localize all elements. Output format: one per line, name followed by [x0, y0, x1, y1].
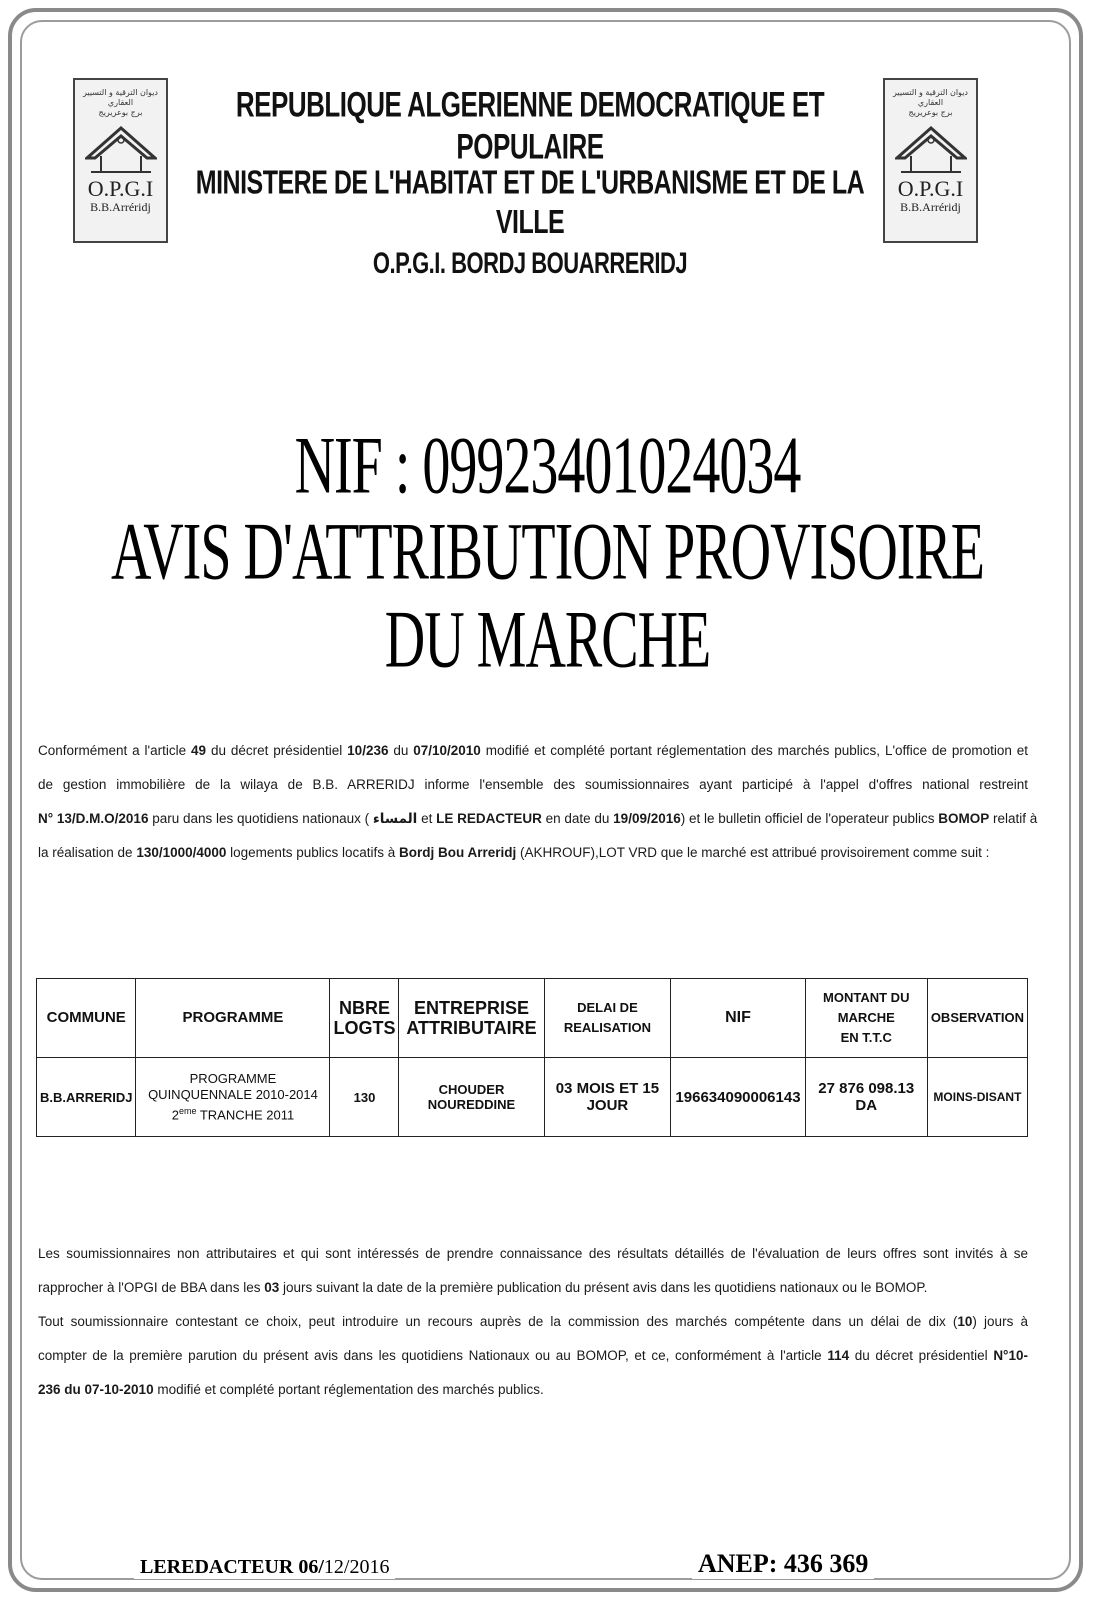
cell-observation: MOINS-DISANT — [927, 1058, 1027, 1137]
opgi-logo-right — [883, 78, 978, 243]
house-icon — [85, 124, 157, 176]
col-header-programme: PROGRAMME — [136, 979, 330, 1058]
closing-paragraph — [38, 1237, 1028, 1407]
title-marche: DU MARCHE — [384, 595, 711, 686]
logo-opgi-text: O.P.G.I — [87, 176, 154, 201]
logo-arabic-text — [75, 80, 166, 118]
logo-arabic-line2: برج بوعريريج — [908, 108, 953, 117]
intro-line-2: de gestion immobilière de la wilaya de B.B. ARRERIDJ informe l'ensemble des soumissionnaires ayant participé à l'appel d'offres national restreint — [38, 777, 1028, 792]
footer-anep: ANEP: 436 369 — [692, 1549, 874, 1579]
intro-line-3: N° 13/D.M.O/2016 paru dans les quotidiens nationaux ( المساء et LE REDACTEUR en date du 19/09/2016) et le bulletin officiel de l'operateur publics BOMOP relatif à — [38, 811, 1038, 827]
title-avis: AVIS D'ATTRIBUTION PROVISOIRE — [111, 507, 984, 598]
col-header-commune: COMMUNE — [37, 979, 136, 1058]
cell-commune: B.B.ARRERIDJ — [37, 1058, 136, 1137]
header-opgi: O.P.G.I. BORDJ BOUARRERIDJ — [372, 246, 688, 280]
col-header-nbre-logts: NBRE LOGTS — [330, 979, 399, 1058]
closing-line-3: Tout soumissionnaire contestant ce choix, peut introduire un recours auprès de la commission des marchés compétente dans un délai de dix (10) jours à — [38, 1314, 1028, 1329]
logo-arabic-line1: ديوان الترقية و التسيير العقاري — [893, 88, 968, 107]
closing-line-5: 236 du 07-10-2010 modifié et complété portant réglementation des marchés publics. — [38, 1382, 544, 1397]
logo-city-text: B.B.Arréridj — [900, 200, 961, 214]
logo-opgi-text: O.P.G.I — [897, 176, 964, 201]
cell-montant: 27 876 098.13 DA — [805, 1058, 927, 1137]
table-row — [37, 1058, 1028, 1137]
col-header-entreprise: ENTREPRISE ATTRIBUTAIRE — [399, 979, 544, 1058]
cell-delai: 03 MOIS ET 15 JOUR — [544, 1058, 671, 1137]
cell-entreprise: CHOUDER NOUREDDINE — [399, 1058, 544, 1137]
col-header-nif: NIF — [671, 979, 805, 1058]
closing-line-2: rapprocher à l'OPGI de BBA dans les 03 jours suivant la date de la première publication du présent avis dans les quotidiens nationaux ou le BOMOP. — [38, 1280, 928, 1295]
intro-line-1: Conformément a l'article 49 du décret présidentiel 10/236 du 07/10/2010 modifié et complété portant réglementation des marchés publics, L'office de promotion et — [38, 743, 1028, 758]
col-header-observation: OBSERVATION — [927, 979, 1027, 1058]
opgi-logo-left — [73, 78, 168, 243]
house-icon — [895, 124, 967, 176]
attribution-table — [36, 978, 1028, 1137]
logo-city-text: B.B.Arréridj — [90, 200, 151, 214]
cell-nif: 196634090006143 — [671, 1058, 805, 1137]
col-header-delai: DELAI DE REALISATION — [544, 979, 671, 1058]
closing-line-1: Les soumissionnaires non attributaires et qui sont intéressés de prendre connaissance des résultats détaillés de l'évaluation de leurs offres sont invités à se — [38, 1246, 1028, 1261]
closing-line-4: compter de la première parution du présent avis dans les quotidiens Nationaux ou au BOMOP, et ce, conformément à l'article 114 du décret présidentiel N°10- — [38, 1348, 1028, 1363]
logo-arabic-text — [885, 80, 976, 118]
header-republic: REPUBLIQUE ALGERIENNE DEMOCRATIQUE ET POPULAIRE — [235, 84, 825, 167]
title-nif: NIF : 09923401024034 — [294, 421, 801, 512]
intro-line-4: la réalisation de 130/1000/4000 logements publics locatifs à Bordj Bou Arreridj (AKHROUF),LOT VRD que le marché est attribué provisoirement comme suit : — [38, 845, 990, 860]
logo-arabic-line1: ديوان الترقية و التسيير العقاري — [83, 88, 158, 107]
col-header-montant: MONTANT DU MARCHE EN T.T.C — [805, 979, 927, 1058]
cell-programme: PROGRAMME QUINQUENNALE 2010-2014 2eme TRANCHE 2011 — [136, 1058, 330, 1137]
logo-arabic-line2: برج بوعريريج — [98, 108, 143, 117]
cell-nbre-logts: 130 — [330, 1058, 399, 1137]
header-ministry: MINISTERE DE L'HABITAT ET DE L'URBANISME ET DE LA VILLE — [195, 164, 865, 241]
intro-paragraph — [38, 734, 1038, 870]
footer-publication: LEREDACTEUR 06/12/2016 — [134, 1556, 395, 1579]
table-header-row — [37, 979, 1028, 1058]
